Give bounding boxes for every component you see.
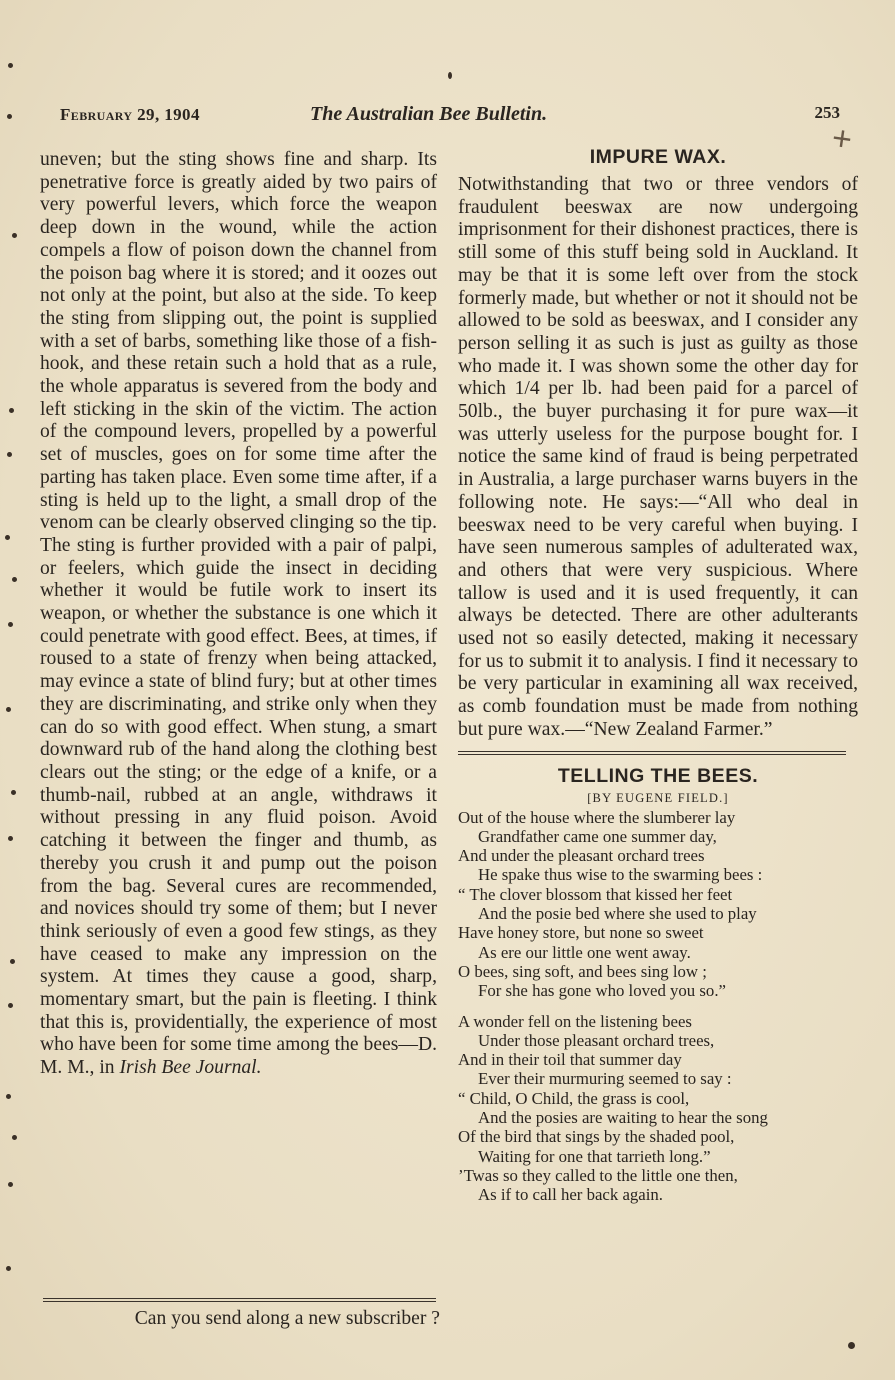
poem-line: And the posies are waiting to hear the song (478, 1108, 768, 1128)
poem-line: Ever their murmuring seemed to say : (478, 1069, 732, 1089)
poem-line: O bees, sing soft, and bees sing low ; (458, 961, 707, 981)
poem-line: As ere our little one went away. (478, 942, 691, 962)
edge-stain (7, 452, 12, 457)
edge-stain (8, 1003, 13, 1008)
header-page-number: 253 (814, 103, 840, 122)
impure-wax-body: Notwithstanding that two or three vendors of fraudulent beeswax are now undergoing imprisonment for their dishonest practices, there is still some of this stuff being sold in Auckland. It may be that it is some left over from the stock formerly made, but whether or not it should not be allowed to be sold as beeswax, and I consider any person selling it as such is just as guilty as those who made it. I was shown some the other day for which 1/4 per lb. had been paid for a parcel of 50lb., the buyer purchasing it for pure wax—it was utterly useless for the purpose bought for. I notice the same kind of fraud is being perpetrated in Australia, a large purchaser warns buyers in the following note. He says:—“All who deal in beeswax need to be very careful when buying. I have seen numerous samples of adulterated wax, and others that were very suspicious. Where tallow is used and it is used frequently, it can always be detected. There are other adulterants used not so easily detected, making it necessary for us to submit it to analysis. I find it necessary to be very particular in examining all wax received, as comb foundation must be made from nothing but pure wax.—“New Zealand Farmer.” (458, 174, 858, 740)
handwritten-plus-mark: + (829, 118, 855, 160)
section-divider (458, 751, 846, 755)
poem-line: ’Twas so they called to the little one then, (458, 1165, 738, 1185)
poem-line: “ Child, O Child, the grass is cool, (458, 1088, 690, 1108)
edge-stain (6, 707, 11, 712)
poem-line: Of the bird that sings by the shaded pool, (458, 1127, 735, 1147)
poem-line: For she has gone who loved you so.” (478, 981, 726, 1001)
sting-article-source: Irish Bee Journal. (119, 1057, 262, 1079)
header-journal-title: The Australian Bee Bulletin. (310, 103, 548, 125)
edge-stain (12, 233, 17, 238)
edge-stain (12, 1135, 17, 1140)
sting-article-text (40, 149, 437, 1080)
impure-wax-title: IMPURE WAX. (589, 146, 727, 168)
poem-line: And under the pleasant orchard trees (458, 846, 705, 866)
header-date: February 29, 1904 (60, 105, 200, 124)
edge-stain (6, 1094, 11, 1099)
page-stain (848, 1342, 855, 1349)
right-column (458, 146, 858, 1205)
left-column (40, 149, 437, 1080)
stanza-break (458, 1001, 858, 1012)
edge-stain (7, 114, 12, 119)
edge-stain (10, 959, 15, 964)
poem-line: And the posie bed where she used to play (478, 904, 757, 924)
edge-stain (6, 1266, 11, 1271)
edge-stain (8, 1182, 13, 1187)
poem-line: Out of the house where the slumberer lay (458, 807, 736, 827)
poem-title: TELLING THE BEES. (557, 764, 759, 787)
edge-stain (8, 63, 13, 68)
poem (458, 808, 858, 1205)
subscriber-note: Can you send along a new subscriber ? (134, 1308, 440, 1329)
poem-line: And in their toil that summer day (458, 1050, 682, 1070)
poem-line: A wonder fell on the listening bees (458, 1011, 692, 1031)
left-bottom-rule (43, 1298, 436, 1302)
edge-stain (8, 836, 13, 841)
edge-stain (12, 577, 17, 582)
poem-line: Grandfather came one summer day, (478, 826, 717, 846)
edge-stain (5, 535, 10, 540)
poem-line: “ The clover blossom that kissed her feet (458, 884, 733, 904)
edge-stain (8, 622, 13, 627)
poem-line: Have honey store, but none so sweet (458, 923, 704, 943)
poem-byline: [BY EUGENE FIELD.] (587, 790, 729, 805)
sting-article-paragraph: uneven; but the sting shows fine and sharp. Its penetrative force is greatly aided by two pairs of very powerful levers, which force the weapon deep down in the wound, while the action compels a flow of poison down the channel from the poison bag where it is stored; and it oozes out not only at the point, but also at the side. To keep the sting from slipping out, the point is supplied with a set of barbs, something like those of a fish-hook, and these retain such a hold that as a rule, the whole apparatus is severed from the body and left sticking in the skin of the victim. The action of the compound levers, propelled by a powerful set of muscles, goes on for some time after the parting has taken place. Even some time after, if a sting is held up to the light, a small drop of the venom can be clearly observed clinging so the tip. The sting is further provided with a pair of palpi, or feelers, which guide the insect in deciding whether it would be futile work to insert its weapon, or whether the substance is one which it could penetrate with good effect. Bees, at times, if roused to a state of frenzy when being attacked, may evince a state of blind fury; but at other times they are discriminating, and strike only when they can do so with good effect. When stung, a smart downward rub of the hand along the clothing best clears out the sting; or the edge of a knife, or a thumb-nail, rubbed at an angle, withdraws it without pressing in any fluid poison. Avoid catching it between the finger and thumb, as thereby you crush it and pump out the poison from the bag. Several cures are recommended, and novices should try some of them; but I never think seriously of even a good few stings, as they have ceased to make any impression on the system. At times they cause a good, sharp, momentary smart, but the pain is fleeting. I think that this is, providentially, the experience of most who have been for some time among the bees—D. M. M., in (40, 149, 437, 1079)
edge-stain (11, 790, 16, 795)
poem-line: He spake thus wise to the swarming bees : (478, 865, 763, 885)
poem-line: Under those pleasant orchard trees, (478, 1030, 715, 1050)
page-stain (448, 72, 452, 79)
edge-stain (9, 408, 14, 413)
poem-line: Waiting for one that tarrieth long.” (478, 1146, 711, 1166)
poem-line: As if to call her back again. (478, 1185, 663, 1205)
page-header (60, 103, 840, 133)
